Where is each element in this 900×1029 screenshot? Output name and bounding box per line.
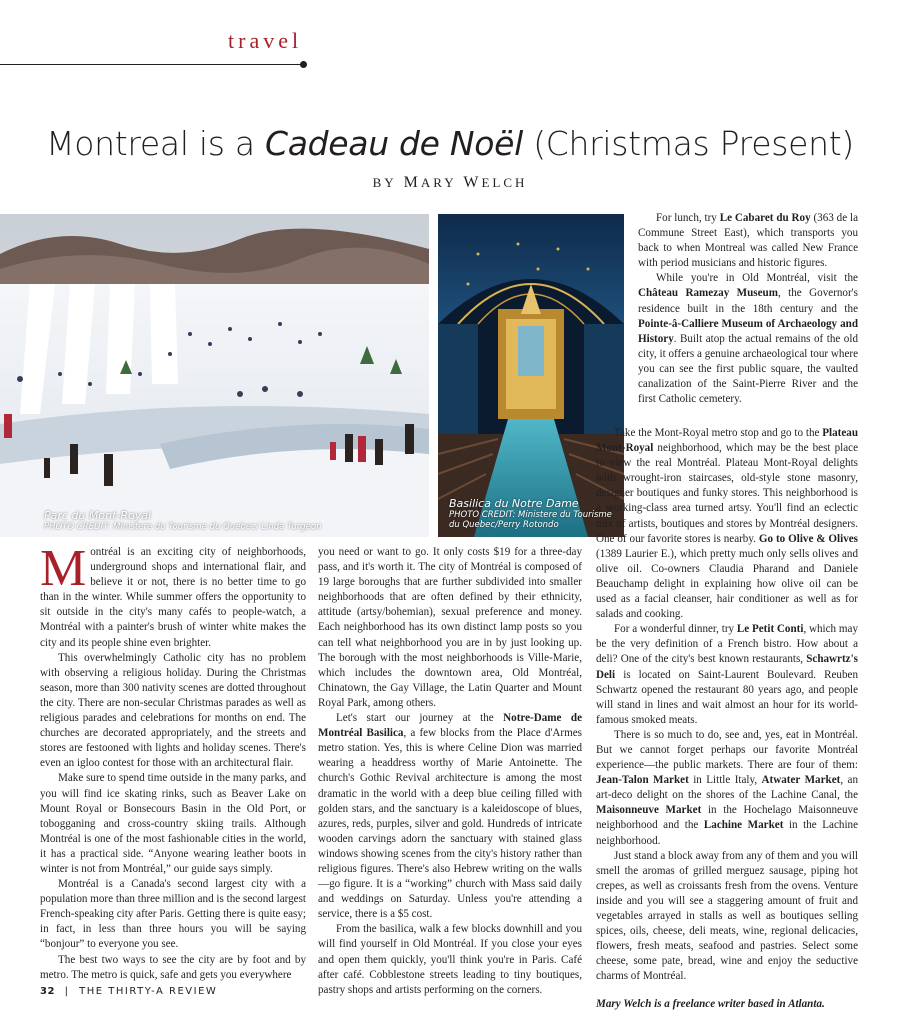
article-paragraph: you need or want to go. It only costs $19 for a three-day pass, and it's worth it. The city of Montréal is composed of 19 large boroughs that are further subdivided into smaller neighborhoods that are often defined by their ethnicity, attitude (artsy/bohemian), sexual preference and money. Each neighborhood has its own distinct lamp posts so you can tell what neighborhood you are in by just looking up. The borough with the most neighborhoods is Ville-Marie, which includes the downtown area, Old Montréal, Chinatown, the Gay Village, the Latin Quarter and Mount Royal Park, among others.: [318, 546, 582, 709]
mont-royal-caption: Parc du Mont-Royal PHOTO CREDIT: Ministere du Tourisme du Quebec/ Linda Turgeon: [44, 509, 322, 532]
article-column-3-lower: [596, 426, 858, 1013]
author-bio: Mary Welch is a freelance writer based in Atlanta.: [596, 998, 825, 1011]
article-headline: Montreal is a Cadeau de Noël (Christmas Present): [46, 124, 854, 163]
article-paragraph: There is so much to do, see and, yes, eat in Montréal. But we cannot forget perhaps our favorite Montréal experience—the public markets. There are four of them: Jean-Talon Market in Little Italy, Atwater Market, an art-deco delight on the shores of the Lachine Canal, the Maisonneuve Market in the Hochelago Maisonneuve neighborhood and the Lachine Market in the Lachine neighborhood.: [596, 728, 858, 847]
mont-royal-photo: [0, 214, 429, 537]
article-paragraph: For a wonderful dinner, try Le Petit Conti, which may be the very definition of a French bistro. How about a deli? One of the city's best known restaurants, Schawrtz's Deli is located on Saint-Laurent Boulevard. Reuben Schwartz opened the restaurant 80 years ago, and people will stand in lines and wait almost an hour for its world-famous smoked meats.: [596, 623, 858, 726]
article-paragraph: Make sure to spend time outside in the many parks, and you will find ice skating rinks, such as Beaver Lake on Mount Royal or Bonsecours Basin in the Old Port, or tobogganing and cross-country skiing trails. Although Montréal is one of the most fashionable cities in the world, it has a practical side. “Anyone wearing leather boots in winter is not from Montréal,” our guide says simply.: [40, 772, 306, 875]
article-paragraph: Let's start our journey at the Notre-Dame de Montréal Basilica, a few blocks from the Place d'Armes metro station. Yes, this is where Celine Dion was married wearing a headdress worthy of Marie Antoinette. The church's Gothic Revival architecture is among the most dramatic in the world with a deep blue ceiling filled with golden stars, and the sanctuary is a kaleidoscope of blues, azures, reds, purples, silver and gold. Hundreds of intricate wooden carvings adorn the sanctuary with stained glass windows showing scenes from the city's history rather than religious figures. There's also Hebrew writing on the walls—go figure. It is a “working” church with Mass said daily and weddings on Saturday. Unless you're attending a service, there is a $5 cost.: [318, 712, 583, 921]
article-paragraph: The best two ways to see the city are by foot and by metro. The metro is quick, safe and gets you everywhere: [40, 953, 306, 981]
article-column-2: [318, 545, 582, 998]
drop-cap: M: [40, 540, 87, 597]
page-footer: [40, 986, 217, 997]
page-number: 32: [40, 986, 55, 997]
footer-separator: |: [64, 986, 70, 997]
header-rule: [0, 64, 303, 65]
article-paragraph: Just stand a block away from any of them and you will smell the aromas of grilled merguez sausage, piping hot crepes, as well as croissants fresh from the ovens. Venture inside and you will see a staggering amount of fruit and vegetables arrayed in stalls as well as boutiques selling spices, oils, cheese, deli meats, wine, regional delicacies, flowers, fresh meats, seafood and pastries. Select some cheese, some pate, bread, wine and enjoy the seductive charms of Montréal.: [596, 849, 858, 983]
article-paragraph: While you're in Old Montréal, visit the Château Ramezay Museum, the Governor's residence built in the 18th century and the Pointe-â-Calliere Museum of Archaeology and History. Built atop the actual remains of the old city, it offers a genuine archaeological tour where you can see the first public square, the vaulted canalization of the Saint-Pierre River and the first Catholic cemetery.: [638, 272, 858, 406]
basilica-caption: Basilica du Notre Dame PHOTO CREDIT: Ministere du Tourisme du Quebec/Perry Rotondo: [449, 497, 612, 530]
article-paragraph: Montréal is an exciting city of neighborhoods, underground shops and international flair, and believe it or not, there is no better time to go than in the winter. While summer offers the opportunity to sit outside in the city's many cafés to people-watch, a Montréal with a painter's brush of winter white makes the city and its people shine even brighter.: [40, 540, 306, 649]
article-paragraph: From the basilica, walk a few blocks downhill and you will find yourself in Old Montréal. If you close your eyes and open them quickly, you'll think you're in Paris. Café after café. Cobblestone streets leading to tiny boutiques, pastry shops and artists performing on the corners.: [318, 923, 582, 996]
byline: BY MARY WELCH: [372, 174, 528, 191]
article-column-3: [638, 211, 858, 407]
article-paragraph: Take the Mont-Royal metro stop and go to the Plateau Mont-Royal neighborhood, which may be the best place to view the real Montréal. Plateau Mont-Royal delights with wrought-iron staircases, old-style stone masonry, designer boutiques and funky stores. This neighborhood is a working-class area turned artsy. You'll find an eclectic mix of artists, boutiques and stores by Montréal designers. One of our favorite stores is nearby. Go to Olive & Olives (1389 Laurier E.), which pretty much only sells olives and olive oil. Co-owners Claudia Pharand and Daniele Beauchamp delight in explaining how olive oil can be used as a facial cleanser, hair conditioner as well as for salads and cooking.: [596, 427, 859, 621]
section-label: travel: [228, 28, 303, 53]
article-paragraph: Montréal is a Canada's second largest city with a population more than three million and is the second largest French-speaking city after Paris. Getting there is quite easy; in fact, in less than three hours you will be saying “bonjour” to everyone you see.: [40, 878, 306, 951]
article-paragraph: For lunch, try Le Cabaret du Roy (363 de la Commune Street East), which transports you back to when Montreal was called New France with period musicians and historic figures.: [638, 212, 858, 270]
article-column-1: [40, 540, 306, 983]
header-rule-dot: [300, 61, 307, 68]
publication-name: THE THIRTY-A REVIEW: [79, 986, 218, 997]
article-paragraph: This overwhelmingly Catholic city has no problem with observing a religious holiday. During the Christmas season, more than 300 nativity scenes are dotted throughout the city. There are non-secular Christmas parades as well as religious parades and celebrations for months on end. The churches are decorated appropriately, and the streets and stores are festooned with lights and holiday scenes. There's even an igloo contest for those with an architectural flair.: [40, 651, 306, 770]
